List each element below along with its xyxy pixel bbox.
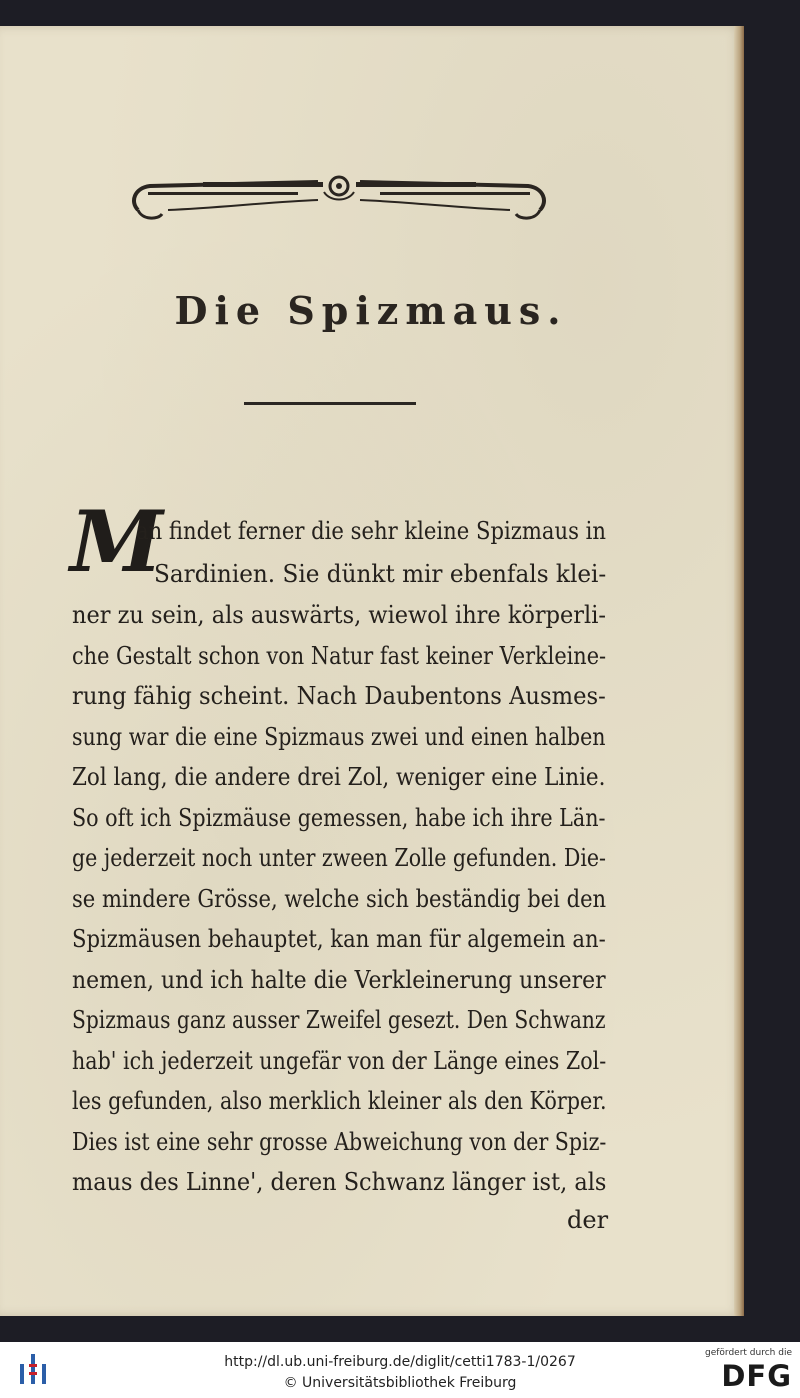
headpiece-ornament [128,172,550,226]
viewer-footer [0,1342,800,1398]
catchword: der [567,1206,609,1234]
text-line: So oft ich Spizmäuse gemessen, habe ich ihre Län- [72,804,606,832]
text-line: Spizmäusen behauptet, kan man für algemein an- [72,925,606,953]
copyright-notice: © Universitätsbibliothek Freiburg [283,1375,517,1391]
page-edge [734,26,744,1316]
text-line: an findet ferner die sehr kleine Spizmaus in [136,517,607,545]
text-line: se mindere Grösse, welche sich beständig bei den [72,885,607,913]
source-url[interactable]: http://dl.ub.uni-freiburg.de/diglit/cetti1783-1/0267 [224,1354,576,1370]
funding-note: gefördert durch die [705,1348,792,1358]
text-line: nemen, und ich halte die Verkleinerung unserer [72,966,606,994]
text-line: Sardinien. Sie dünkt mir ebenfals klei- [154,560,607,588]
text-line: ge jederzeit noch unter zween Zolle gefunden. Die- [72,844,607,872]
text-line: ner zu sein, als auswärts, wiewol ihre körperli- [72,601,606,629]
chapter-title: Die Spizmaus. [174,288,568,333]
text-line: Dies ist eine sehr grosse Abweichung von der Spiz- [72,1128,607,1156]
text-line: maus des Linne', deren Schwanz länger ist, als [72,1168,607,1196]
drop-cap: M [70,492,163,591]
title-rule [244,402,416,405]
dfg-logo: DFG [721,1359,792,1393]
text-line: rung fähig scheint. Nach Daubentons Ausmes- [72,682,606,710]
text-line: hab' ich jederzeit ungefär von der Länge eines Zol- [72,1047,607,1075]
text-line: Zol lang, die andere drei Zol, weniger eine Linie. [72,763,606,791]
text-line: Spizmaus ganz ausser Zweifel gesezt. Den Schwanz [72,1006,606,1034]
text-line: che Gestalt schon von Natur fast keiner Verkleine- [72,642,607,670]
text-line: les gefunden, also merklich kleiner als den Körper. [72,1087,607,1115]
text-line: sung war die eine Spizmaus zwei und einen halben [72,723,606,751]
